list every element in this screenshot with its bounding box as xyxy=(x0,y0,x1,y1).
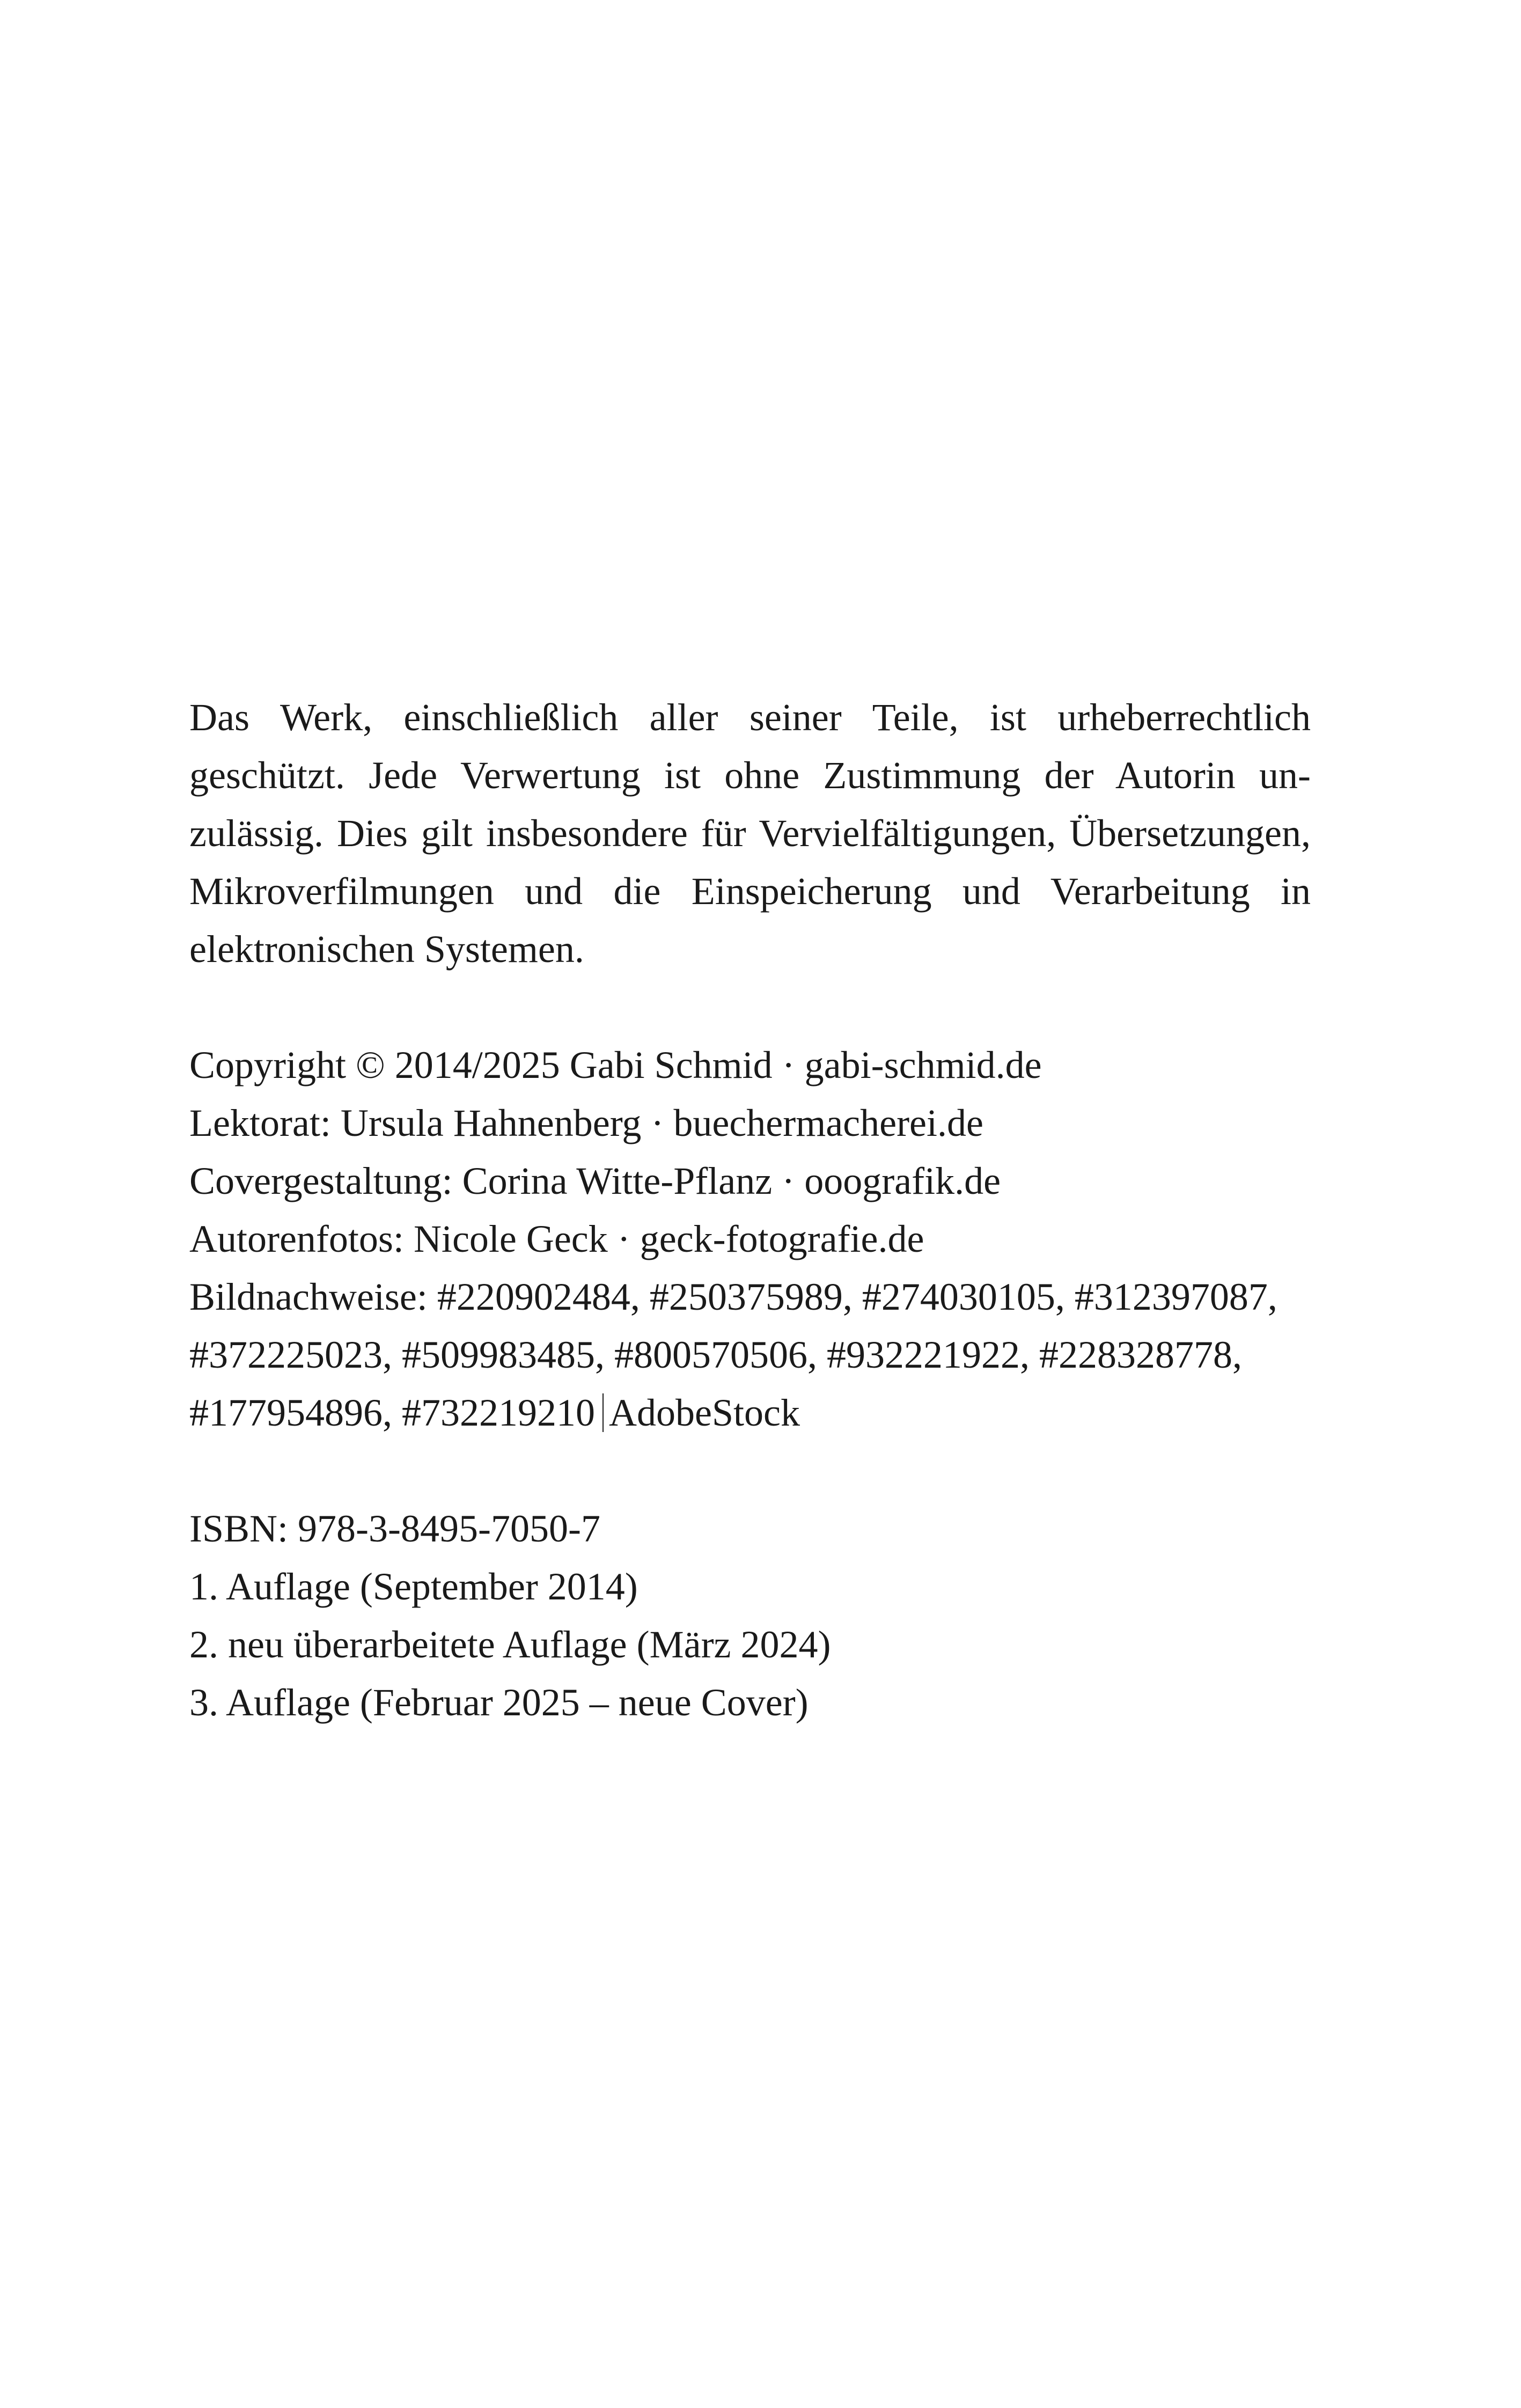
credits-block xyxy=(189,1036,1311,1442)
legal-notice-line: elektronischen Systemen. xyxy=(189,928,584,971)
vertical-separator xyxy=(602,1393,604,1432)
bildnachweise-numbers: #177954896, #732219210 xyxy=(189,1391,595,1434)
legal-notice-line: Mikroverfilmungen und die Einspeicherung und Verarbeitung in xyxy=(189,870,1311,913)
autorenfotos-line: Autorenfotos: Nicole Geck · geck-fotografie.de xyxy=(189,1217,924,1260)
bildnachweise-line-last xyxy=(189,1384,1311,1442)
isbn-line: ISBN: 978-3-8495-7050-7 xyxy=(189,1507,600,1550)
edition-line: 1. Auflage (September 2014) xyxy=(189,1565,638,1608)
imprint-page xyxy=(189,688,1311,1731)
copyright-line: Copyright © 2014/2025 Gabi Schmid · gabi-schmid.de xyxy=(189,1044,1042,1086)
edition-block xyxy=(189,1500,1311,1731)
edition-line: 2. neu überarbeitete Auflage (März 2024) xyxy=(189,1623,831,1666)
legal-notice-line: geschützt. Jede Verwertung ist ohne Zustimmung der Autorin un- xyxy=(189,754,1311,797)
bildnachweise-source: AdobeStock xyxy=(609,1391,800,1434)
legal-notice-line: zulässig. Dies gilt insbesondere für Vervielfältigungen, Übersetzungen, xyxy=(189,812,1311,855)
edition-line: 3. Auflage (Februar 2025 – neue Cover) xyxy=(189,1681,809,1724)
lektorat-line: Lektorat: Ursula Hahnenberg · buechermacherei.de xyxy=(189,1102,983,1144)
bildnachweise-line: Bildnachweise: #220902484, #250375989, #274030105, #312397087, xyxy=(189,1275,1277,1318)
legal-notice xyxy=(189,688,1311,978)
bildnachweise-line: #372225023, #509983485, #800570506, #932221922, #228328778, xyxy=(189,1333,1242,1376)
covergestaltung-line: Covergestaltung: Corina Witte-Pflanz · ooografik.de xyxy=(189,1159,1001,1202)
legal-notice-line: Das Werk, einschließlich aller seiner Teile, ist urheberrechtlich xyxy=(189,696,1311,739)
